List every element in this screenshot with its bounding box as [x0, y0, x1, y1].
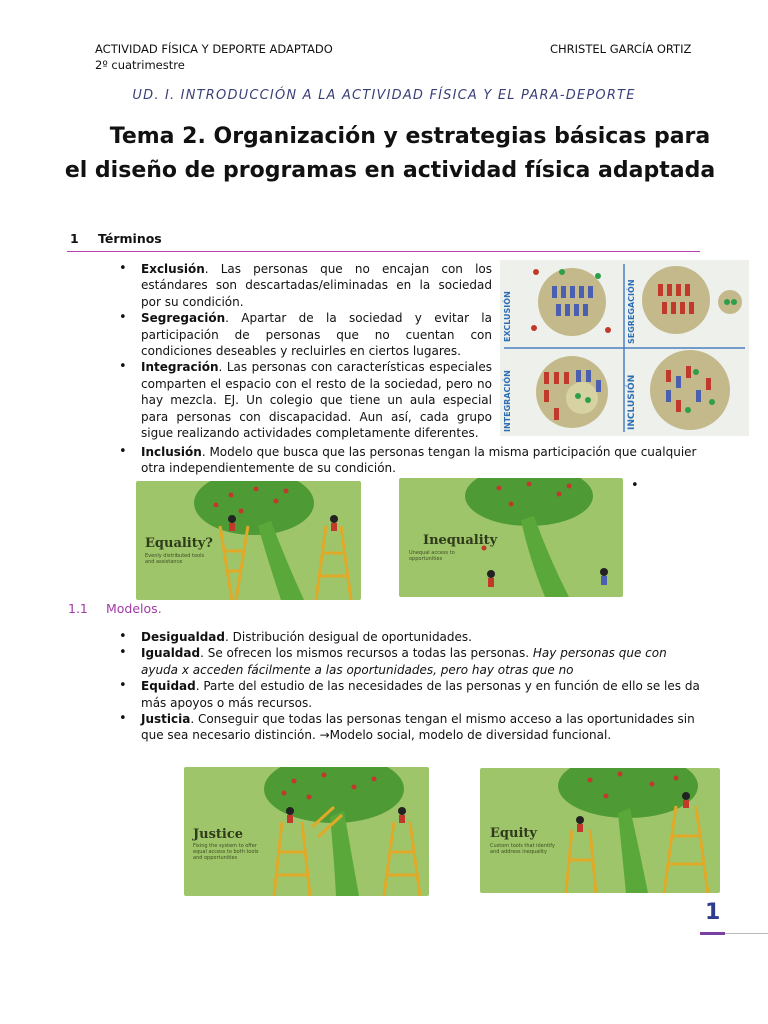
page-number-bar	[700, 932, 725, 935]
equality-image	[136, 481, 361, 600]
unit-title: UD. I. INTRODUCCIÓN A LA ACTIVIDAD FÍSICA Y EL PARA-DEPORTE	[132, 88, 636, 103]
inequality-label: Inequality	[423, 533, 498, 548]
inequality-image	[399, 478, 623, 597]
page-title	[40, 120, 740, 188]
justice-label: Justice	[193, 827, 244, 842]
justice-image	[184, 767, 429, 896]
models-list	[117, 629, 702, 744]
title-line-2: el diseño de programas en actividad física adaptada	[64, 158, 716, 183]
diagram-label-exclusion: EXCLUSIÓN	[503, 291, 512, 342]
equity-caption: Custom tools that identify and address inequality	[490, 843, 555, 855]
equality-caption: Evenly distributed tools and assistance	[145, 553, 205, 565]
justice-caption: Fixing the system to offer equal access to both tools and opportunities	[193, 843, 259, 861]
list-item: • Integración. Las personas con características especiales comparten el espacio con el resto de la sociedad, pero no hay mezcla. EJ. Un colegio que tiene un aula especial para personas con discapacidad. Aun así, cada grupo sigue realizando actividades completamente diferentes.	[117, 359, 492, 441]
author-name: CHRISTEL GARCÍA ORTIZ	[550, 42, 692, 56]
list-item: • Desigualdad. Distribución desigual de oportunidades.	[117, 629, 702, 645]
page-number: 1	[705, 900, 719, 925]
course-name: ACTIVIDAD FÍSICA Y DEPORTE ADAPTADO	[95, 42, 333, 56]
list-item: • Inclusión. Modelo que busca que las personas tengan la misma participación que cualquier otra independientemente de su condición.	[117, 444, 702, 477]
section-rule	[67, 251, 700, 252]
empty-bullet: •	[631, 478, 639, 493]
diagram-label-integration: INTEGRACIÓN	[503, 370, 512, 432]
list-item: • Justicia. Conseguir que todas las personas tengan el mismo acceso a las oportunidades sin que sea necesario distinción. →Modelo social, modelo de diversidad funcional.	[117, 711, 702, 744]
section-label: Términos	[98, 231, 162, 246]
section-number: 1	[70, 231, 79, 246]
subsection-number: 1.1	[68, 601, 88, 616]
page-number-line	[725, 933, 768, 934]
equality-label: Equality?	[145, 536, 213, 551]
equity-label: Equity	[490, 826, 537, 841]
inequality-caption: Unequal access to opportunities	[409, 550, 455, 562]
terms-list-wide	[117, 444, 702, 477]
title-line-1: Tema 2. Organización y estrategias básicas para	[109, 124, 711, 149]
subsection-label: Modelos.	[106, 601, 162, 616]
diagram-label-inclusion: INCLUSIÓN	[627, 374, 637, 430]
subsection-heading	[68, 601, 162, 616]
section-heading	[70, 231, 162, 246]
list-item: • Exclusión. Las personas que no encajan con los estándares son descartadas/eliminadas en la sociedad por su condición.	[117, 261, 492, 310]
list-item: • Equidad. Parte del estudio de las necesidades de las personas y en función de ello se les da más apoyos o más recursos.	[117, 678, 702, 711]
inclusion-diagram	[500, 260, 749, 436]
list-item: • Igualdad. Se ofrecen los mismos recursos a todas las personas. Hay personas que con ayuda x acceden fácilmente a las oportunidades, pero hay otras que no	[117, 645, 702, 678]
equity-image	[480, 768, 720, 893]
diagram-label-segregation: SEGREGACIÓN	[627, 279, 636, 344]
list-item: • Segregación. Apartar de la sociedad y evitar la participación de personas que no cuentan con condiciones deseables y recluirles en ciertos lugares.	[117, 310, 492, 359]
term: 2º cuatrimestre	[95, 58, 185, 72]
terms-list	[117, 261, 492, 441]
